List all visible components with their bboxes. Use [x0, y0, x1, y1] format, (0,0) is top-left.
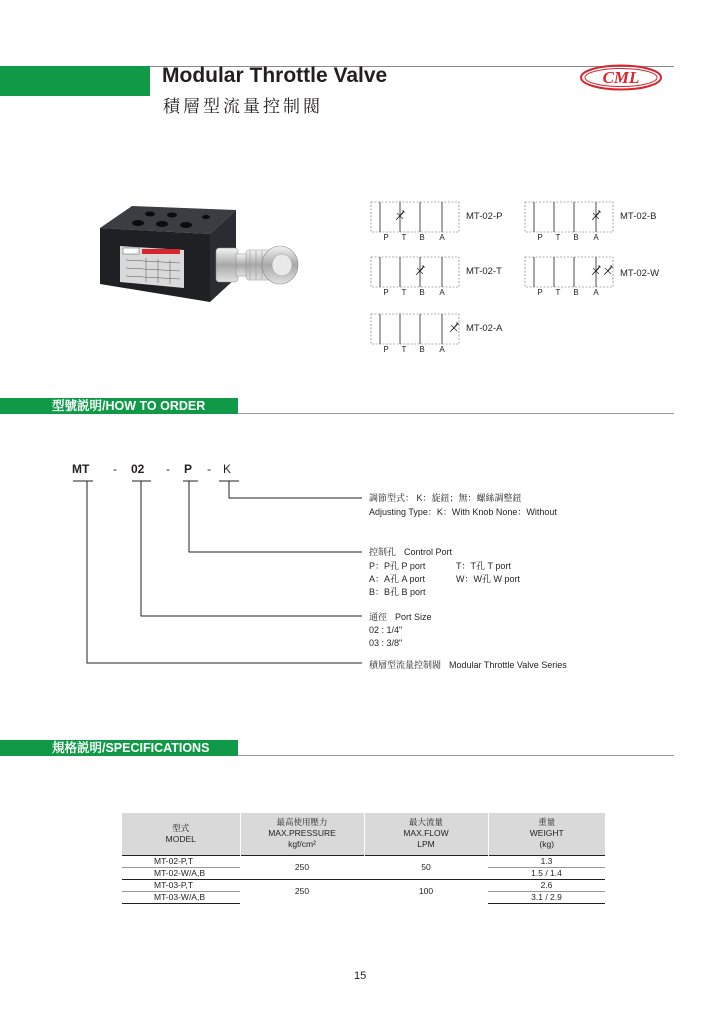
- control-port-option: A：A孔 A port: [369, 574, 426, 584]
- product-photo: [96, 196, 302, 312]
- page-title: Modular Throttle Valve: [162, 64, 388, 87]
- port-letter: T: [401, 345, 407, 353]
- hydraulic-symbol: [370, 256, 460, 296]
- port-size-option: 02 : 1/4": [369, 625, 403, 635]
- cell-model: MT-02-P,T: [122, 855, 240, 867]
- table-row: [122, 855, 605, 867]
- port-letter: T: [401, 288, 407, 296]
- port-letter: B: [573, 233, 579, 241]
- section-rule: [238, 413, 674, 414]
- port-letter: B: [419, 233, 425, 241]
- code-dash: -: [113, 462, 117, 476]
- port-size-en: Port Size: [395, 612, 432, 622]
- section-specifications: 規格説明/SPECIFICATIONS: [0, 740, 238, 756]
- port-size-option: 03 : 3/8": [369, 638, 403, 648]
- cell-model: MT-03-P,T: [122, 879, 240, 891]
- cell-weight: 3.1 / 2.9: [488, 891, 605, 903]
- port-letter: P: [383, 288, 389, 296]
- header-accent-bar: [0, 66, 150, 96]
- port-letter: T: [555, 288, 561, 296]
- adjusting-type-zh: 調節型式： K：旋鈕；無：螺絲調整鈕: [369, 493, 522, 503]
- port-letter: B: [573, 288, 579, 296]
- port-letter: P: [537, 288, 543, 296]
- series-label: [369, 659, 567, 671]
- cell-weight: 2.6: [488, 879, 605, 891]
- code-dash: -: [166, 462, 170, 476]
- cell-pressure: 250: [240, 855, 364, 879]
- spec-table: [122, 813, 605, 904]
- code-size: 02: [131, 462, 145, 476]
- port-size-heading: [369, 611, 432, 623]
- series-en: Modular Throttle Valve Series: [449, 660, 567, 670]
- port-letter: P: [383, 233, 389, 241]
- port-letter: A: [439, 288, 445, 296]
- series-zh: 積層型流量控制閥: [369, 660, 442, 670]
- symbol-model-label: MT-02-A: [466, 323, 503, 334]
- port-letter: T: [401, 233, 407, 241]
- hydraulic-symbol: [370, 313, 460, 353]
- hydraulic-symbol: [370, 201, 460, 241]
- throttle-mark: [604, 266, 612, 275]
- logo-text: CML: [602, 68, 640, 87]
- page-number: 15: [354, 970, 367, 982]
- port-letter: A: [593, 288, 599, 296]
- control-port-zh: 控制孔: [369, 547, 397, 557]
- cell-flow: 50: [364, 855, 488, 879]
- cell-weight: 1.3: [488, 855, 605, 867]
- section-how-to-order: 型號説明/HOW TO ORDER: [0, 398, 238, 414]
- port-letter: A: [439, 233, 445, 241]
- control-port-option: P：P孔 P port: [369, 561, 426, 571]
- code-port: P: [184, 462, 193, 476]
- throttle-mark: [450, 323, 458, 332]
- control-port-option: B：B孔 B port: [369, 587, 426, 597]
- cell-weight: 1.5 / 1.4: [488, 867, 605, 879]
- code-dash: -: [207, 462, 211, 476]
- header-model: 型式 MODEL: [122, 813, 240, 855]
- port-letter: T: [555, 233, 561, 241]
- port-letter: P: [537, 233, 543, 241]
- control-port-option: W：W孔 W port: [456, 574, 520, 584]
- header-weight: 重量 WEIGHT (kg): [488, 813, 605, 855]
- control-port-option: T：T孔 T port: [456, 561, 511, 571]
- header-flow: 最大流量 MAX.FLOW LPM: [364, 813, 488, 855]
- cell-flow: 100: [364, 879, 488, 903]
- port-letter: P: [383, 345, 389, 353]
- hydraulic-symbol: [524, 256, 614, 296]
- code-series: MT: [72, 462, 90, 476]
- cml-logo: [579, 64, 663, 91]
- page-subtitle: 積層型流量控制閥: [163, 97, 323, 116]
- code-adjust: K: [223, 462, 232, 476]
- section-rule: [238, 755, 674, 756]
- hydraulic-symbol: [524, 201, 614, 241]
- port-size-zh: 通徑: [369, 612, 388, 622]
- header-pressure: 最高使用壓力 MAX.PRESSURE kgf/cm²: [240, 813, 364, 855]
- adjusting-type-en: Adjusting Type：K：With Knob None：Without: [369, 507, 557, 517]
- port-letter: B: [419, 288, 425, 296]
- control-port-heading: [369, 546, 452, 558]
- port-letter: A: [439, 345, 445, 353]
- symbol-model-label: MT-02-W: [620, 268, 660, 279]
- cell-model: MT-02-W/A,B: [122, 867, 240, 879]
- port-letter: A: [593, 233, 599, 241]
- order-leader-lines: [0, 460, 724, 680]
- symbol-model-label: MT-02-P: [466, 211, 503, 222]
- port-letter: B: [419, 345, 425, 353]
- table-row: [122, 879, 605, 891]
- symbol-model-label: MT-02-B: [620, 211, 657, 222]
- cell-model: MT-03-W/A,B: [122, 891, 240, 903]
- cell-pressure: 250: [240, 879, 364, 903]
- symbol-model-label: MT-02-T: [466, 266, 502, 277]
- spec-header-row: [122, 813, 605, 855]
- control-port-en: Control Port: [404, 547, 453, 557]
